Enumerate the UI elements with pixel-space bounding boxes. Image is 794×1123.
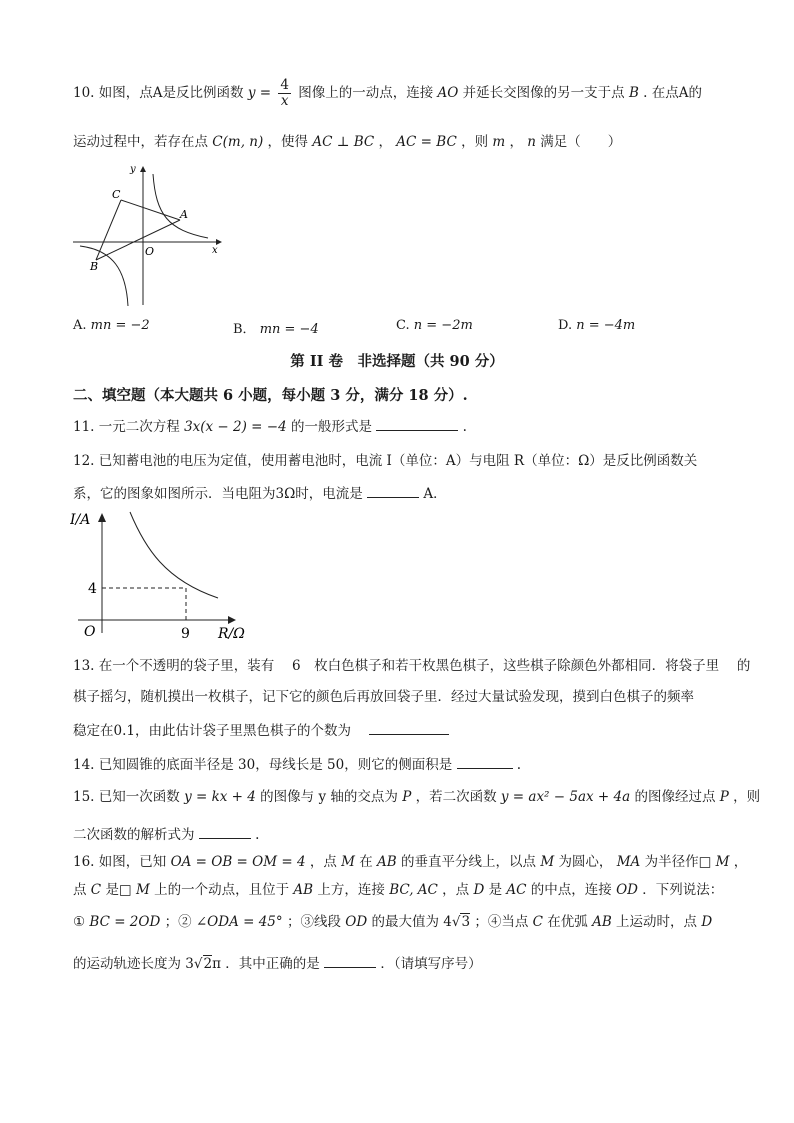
q13-line3: 稳定在0.1，由此估计袋子里黑色棋子的个数为 xyxy=(73,722,449,739)
q16-arc-ab: AB xyxy=(592,914,612,930)
q12-ylabel: I/A xyxy=(70,512,91,528)
q10-fraction-numerator: 4 xyxy=(280,77,289,93)
q12-xlabel: R/Ω xyxy=(218,626,245,642)
q12-ytick: 4 xyxy=(88,581,97,597)
q12-x-arrow xyxy=(228,616,236,624)
q10-segment-ca xyxy=(121,200,180,220)
q10-choice-d[interactable]: D. n = −4m xyxy=(558,318,636,333)
q15-line1: 15. 已知一次函数 y = kx + 4 的图像与 y 轴的交点为 P ，若二次函数 y = ax² − 5ax + 4a 的图像经过点 P ，则 xyxy=(73,789,761,805)
q10-segment-cb xyxy=(96,200,121,260)
q10-choice-b[interactable]: B． mn = −4 xyxy=(233,322,319,337)
q10-function-y: y = xyxy=(247,84,272,101)
q15-quadratic-function: y = ax² − 5ax + 4a xyxy=(500,789,631,805)
q10-label-y: y xyxy=(130,164,136,175)
q12-line2: 系，它的图象如图所示．当电阻为3Ω时，电流是 A． xyxy=(73,486,447,502)
section2-title: 二、填空题（本大题共 6 小题，每小题 3 分，满分 18 分）. xyxy=(73,387,468,404)
q10-line1: 10. 如图，点A是反比例函数 y = $\frac{4}{x}$ 图像上的一动点，连接 AO 并延长交图像的另一支于点 B . 在点A的 xyxy=(73,77,703,109)
q16-line2: 点 C 是□ M 上的一个动点，且位于 AB 上方，连接 BC, AC ，点 D 是 AC 的中点，连接 OD ．下列说法： xyxy=(73,882,724,898)
q10-segment-ab xyxy=(96,220,180,260)
q16-line4: 的运动轨迹长度为 3√2π ．其中正确的是 ．（请填写序号） xyxy=(73,956,482,972)
q12-answer-blank[interactable] xyxy=(367,485,419,498)
q10-label-b: B xyxy=(90,260,99,273)
q10-y-arrow xyxy=(140,166,146,172)
q13-answer-blank[interactable] xyxy=(369,722,449,735)
q14-answer-blank[interactable] xyxy=(457,756,513,769)
q10-hyperbola-branch2 xyxy=(80,246,128,306)
q12-xtick: 9 xyxy=(181,626,190,642)
part2-title: 第 II 卷 非选择题（共 90 分） xyxy=(290,353,504,370)
q10-figure xyxy=(68,160,228,310)
q10-fraction xyxy=(278,78,291,109)
q10-label-x: x xyxy=(212,245,218,256)
q12-graph xyxy=(70,508,260,643)
sqrt-icon: √ xyxy=(451,914,461,930)
q10-label-o: O xyxy=(145,245,155,258)
q15-linear-function: y = kx + 4 xyxy=(184,789,256,805)
q12-y-arrow xyxy=(98,513,106,522)
q10-fraction-denominator: x xyxy=(280,92,289,109)
q15-line2: 二次函数的解析式为 . xyxy=(73,827,260,843)
q10-label-c: C xyxy=(112,188,121,201)
q11: 11. 一元二次方程 3x(x − 2) = −4 的一般形式是 . xyxy=(73,419,467,435)
q10-choice-c[interactable]: C. n = −2m xyxy=(396,318,473,333)
q10-line2: 运动过程中，若存在点 C(m, n) ，使得 AC ⊥ BC ， AC = BC ，则 m ， n 满足（ ） xyxy=(73,134,622,150)
sqrt-icon: √ xyxy=(193,956,203,972)
q10-choice-a[interactable]: A. mn = −2 xyxy=(73,318,150,333)
q10-point-c: C(m, n) xyxy=(212,134,264,150)
q12-origin: O xyxy=(84,624,96,640)
q12-curve xyxy=(130,512,218,598)
q15-answer-blank[interactable] xyxy=(199,826,251,839)
q10-label-a: A xyxy=(180,208,188,221)
q16-answer-blank[interactable] xyxy=(324,955,376,968)
q14: 14. 已知圆锥的底面半径是 30，母线长是 50，则它的侧面积是 . xyxy=(73,757,522,773)
q13-line2: 棋子摇匀，随机摸出一枚棋子，记下它的颜色后再放回袋子里．经过大量试验发现，摸到白色棋子的频率 xyxy=(73,689,694,705)
q11-equation: 3x(x − 2) = −4 xyxy=(184,419,287,435)
q12-line1: 12. 已知蓄电池的电压为定值，使用蓄电池时，电流 I（单位：A）与电阻 R（单位：Ω）是反比例函数关 xyxy=(73,453,698,469)
q11-answer-blank[interactable] xyxy=(376,418,458,431)
q13-line1: 13. 在一个不透明的袋子里，装有 6 枚白色棋子和若干枚黑色棋子，这些棋子除颜色外都相同．将袋子里 的 xyxy=(73,658,751,674)
q16-line1: 16. 如图，已知 OA = OB = OM = 4 ，点 M 在 AB 的垂直平分线上，以点 M 为圆心， MA 为半径作□ M ， xyxy=(73,854,748,870)
q16-line3: ① BC = 2OD ；② ∠ODA = 45° ；③线段 OD 的最大值为 4√3 ；④当点 C 在优弧 AB 上运动时，点 D xyxy=(73,914,713,930)
